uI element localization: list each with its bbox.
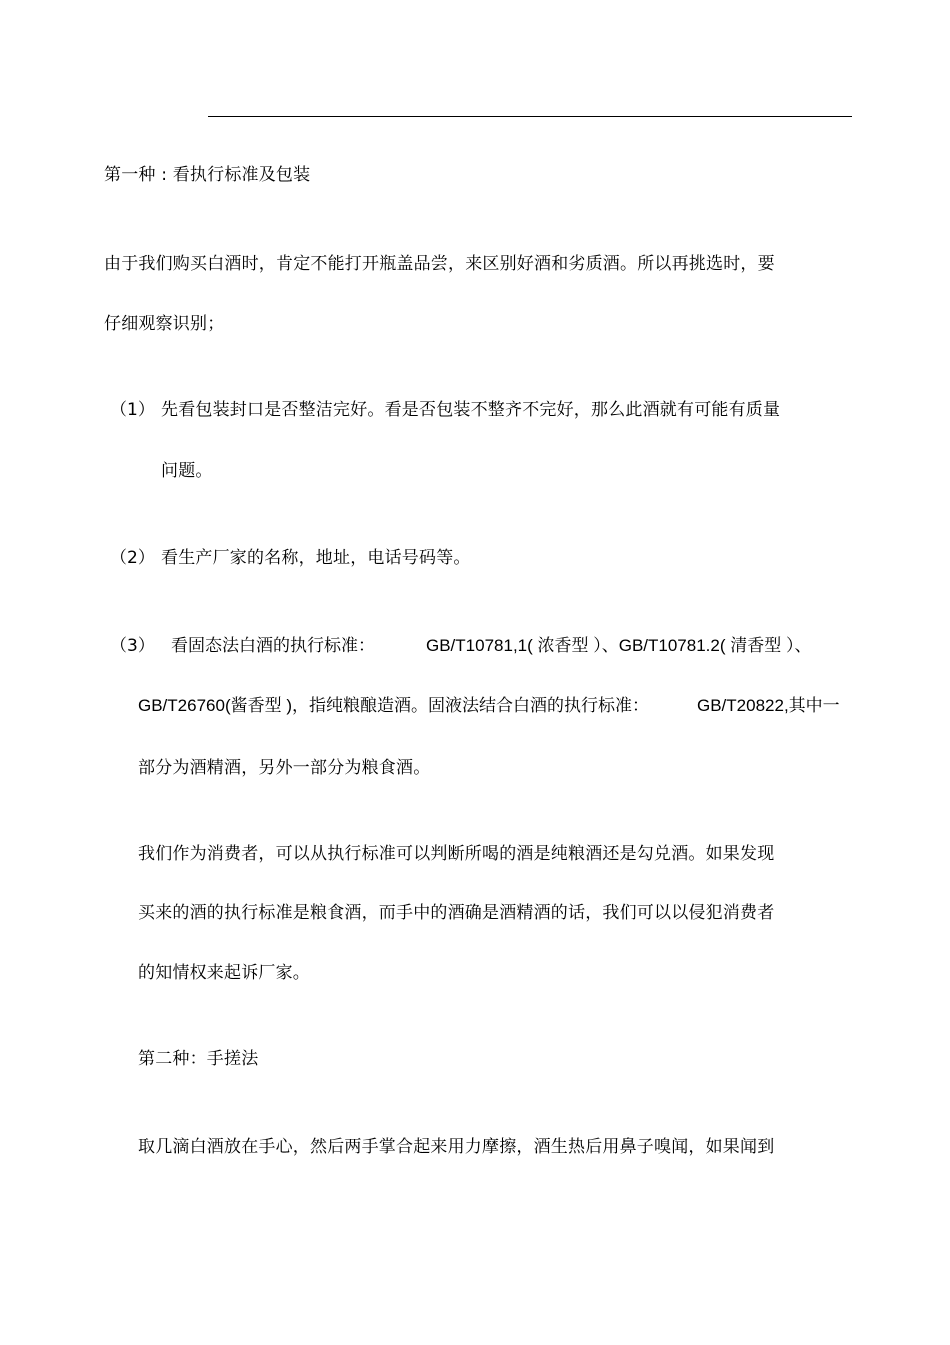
- item-3-line-2-standard: GB/T20822,其中一: [697, 696, 840, 715]
- consumer-line-1: 我们作为消费者，可以从执行标准可以判断所喝的酒是纯粮酒还是勾兑酒。如果发现: [138, 844, 775, 864]
- consumer-line-3: 的知情权来起诉厂家。: [138, 963, 310, 983]
- consumer-line-2: 买来的酒的执行标准是粮食酒，而手中的酒确是酒精酒的话，我们可以以侵犯消费者: [138, 903, 775, 923]
- item-2-line-1: 看生产厂家的名称，地址，电话号码等。: [161, 548, 471, 568]
- item-1-line-2: 问题。: [161, 461, 213, 481]
- intro-line-1: 由于我们购买白酒时，肯定不能打开瓶盖品尝，来区别好酒和劣质酒。所以再挑选时，要: [104, 254, 775, 274]
- section2-line-1: 取几滴白酒放在手心，然后两手掌合起来用力摩擦，酒生热后用鼻子嗅闻，如果闻到: [138, 1137, 775, 1157]
- item-3-line-1-text: 看固态法白酒的执行标准：: [171, 636, 375, 656]
- item-1-number: （1）: [110, 400, 155, 420]
- intro-line-2: 仔细观察识别；: [104, 314, 225, 334]
- item-3-number: （3）: [110, 636, 155, 656]
- section2-heading: 第二种：手搓法: [138, 1049, 259, 1069]
- section1-heading: 第一种 : 看执行标准及包装: [104, 165, 311, 185]
- item-3-line-3: 部分为酒精酒，另外一部分为粮食酒。: [138, 758, 431, 778]
- item-3-line-1-standards: GB/T10781,1( 浓香型 ）、GB/T10781.2( 清香型 ）、: [426, 636, 812, 655]
- item-2-number: （2）: [110, 548, 155, 568]
- item-1-line-1: 先看包装封口是否整洁完好。看是否包装不整齐不完好，那么此酒就有可能有质量: [161, 400, 781, 420]
- item-3-line-2-text: GB/T26760(酱香型 )，指纯粮酿造酒。固液法结合白酒的执行标准：: [138, 696, 649, 715]
- header-rule: [208, 116, 852, 117]
